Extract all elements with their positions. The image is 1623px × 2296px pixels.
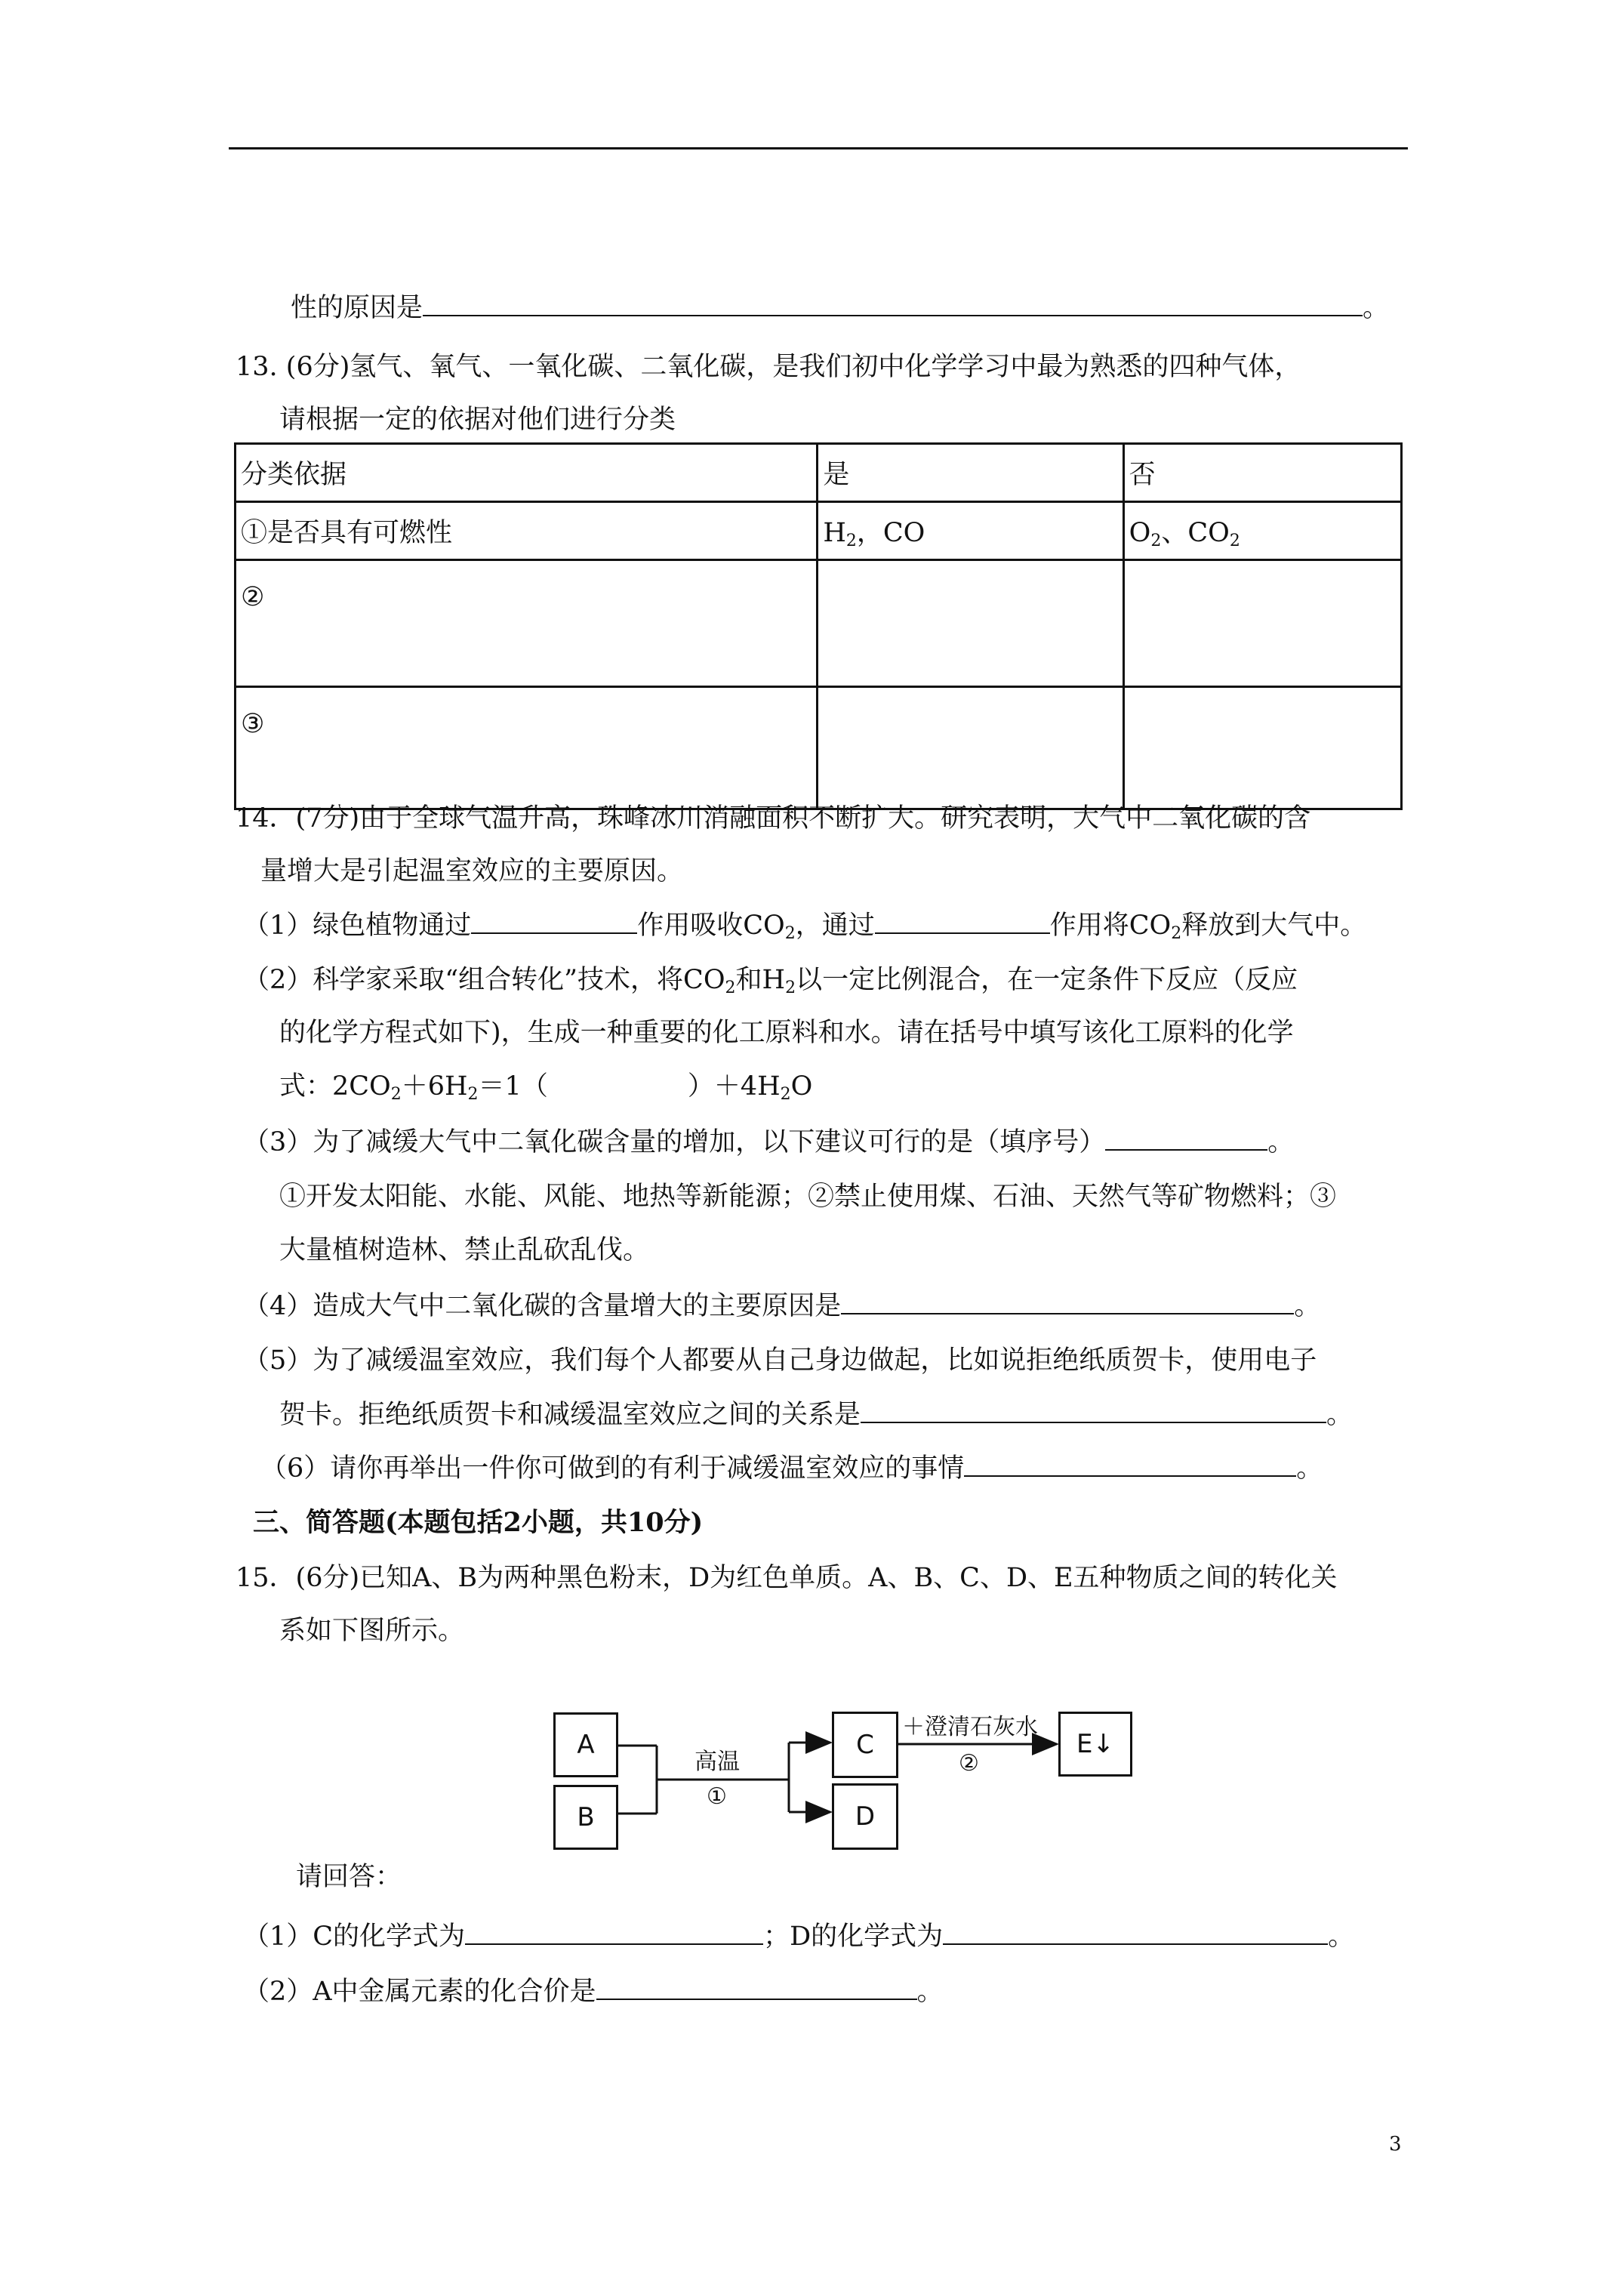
q15-part-1: （1）C的化学式为 ；D的化学式为 。 [243,1922,1355,1952]
basis-cell: ①是否具有可燃性 [236,502,818,560]
q14-part-6: （6）请你再举出一件你可做到的有利于减缓温室效应的事情 。 [260,1453,1323,1484]
q14-part-3-options-2: 大量植树造林、禁止乱砍乱伐。 [279,1235,650,1265]
question-13-stem-2: 请根据一定的依据对他们进行分类 [279,405,676,435]
q14-part-2: （2）科学家采取“组合转化”技术，将$CO_2$和$H_2$以一定比例混合，在一定条件下反应（反应 [243,965,1298,997]
page-number: 3 [1389,2133,1402,2156]
header-cell: 否 [1123,444,1401,502]
q14-part-3: （3）为了减缓大气中二氧化碳含量的增加，以下建议可行的是（填序号） 。 [243,1127,1295,1157]
q14-part-4: （4）造成大气中二氧化碳的含量增大的主要原因是 。 [243,1291,1321,1321]
header-cell: 分类依据 [236,444,818,502]
answer-prompt: 请回答： [296,1862,402,1892]
box-a: A [553,1712,618,1777]
answer-blank[interactable] [596,1976,917,2000]
q12-tail-line: 性的原因是 。 [291,293,1390,323]
basis-cell: ② [236,560,818,687]
question-13-stem: 13. (6分)氢气、氧气、一氧化碳、二氧化碳，是我们初中化学学习中最为熟悉的四种气体， [236,352,1301,382]
yes-cell: $H_2$，CO [818,502,1123,560]
basis-cell: ③ [236,687,818,809]
q14-part-1: （1）绿色植物通过 作用吸收$CO_2$，通过 作用将$CO_2$释放到大气中。 [243,911,1367,943]
q14-part-3-options: ①开发太阳能、水能、风能、地热等新能源；②禁止使用煤、石油、天然气等矿物燃料；③ [279,1182,1337,1212]
q14-part-5-line-2: 贺卡。拒绝纸质贺卡和减缓温室效应之间的关系是 。 [279,1400,1354,1430]
box-c: C [832,1712,898,1778]
step-number-1: ① [707,1783,727,1810]
step-number-2: ② [959,1750,979,1777]
q15-part-2: （2）A中金属元素的化合价是 。 [243,1977,944,2007]
question-14-stem-2: 量增大是引起温室效应的主要原因。 [260,856,684,886]
condition-limewater: ＋澄清石灰水 [902,1714,1038,1740]
condition-high-temp: 高温 [694,1749,740,1775]
question-15-stem: 15．(6分)已知A、B为两种黑色粉末，D为红色单质。A、B、C、D、E五种物质之间的转化关 [236,1563,1338,1593]
box-b: B [553,1785,618,1850]
q14-part-5: （5）为了减缓温室效应，我们每个人都要从自己身边做起，比如说拒绝纸质贺卡，使用电子 [243,1345,1317,1376]
q14-equation: 式：$2CO_2+6H_2=1$（ ）$+4H_2O$ [279,1071,813,1104]
header-cell: 是 [818,444,1123,502]
box-d: D [832,1783,898,1850]
question-15-stem-2: 系如下图所示。 [279,1616,465,1646]
question-14-stem: 14．(7分)由于全球气温升高，珠峰冰川消融面积不断扩大。研究表明，大气中二氧化碳的含 [236,803,1311,834]
no-cell: $O_2$、$CO_2$ [1123,502,1401,560]
box-e: E↓ [1058,1712,1132,1777]
q14-part-2-line-2: 的化学方程式如下)，生成一种重要的化工原料和水。请在括号中填写该化工原料的化学 [279,1018,1294,1048]
answer-blank[interactable] [943,1921,1328,1945]
section-3-title: 三、简答题(本题包括2小题，共10分) [253,1507,704,1538]
answer-blank[interactable] [465,1921,763,1945]
